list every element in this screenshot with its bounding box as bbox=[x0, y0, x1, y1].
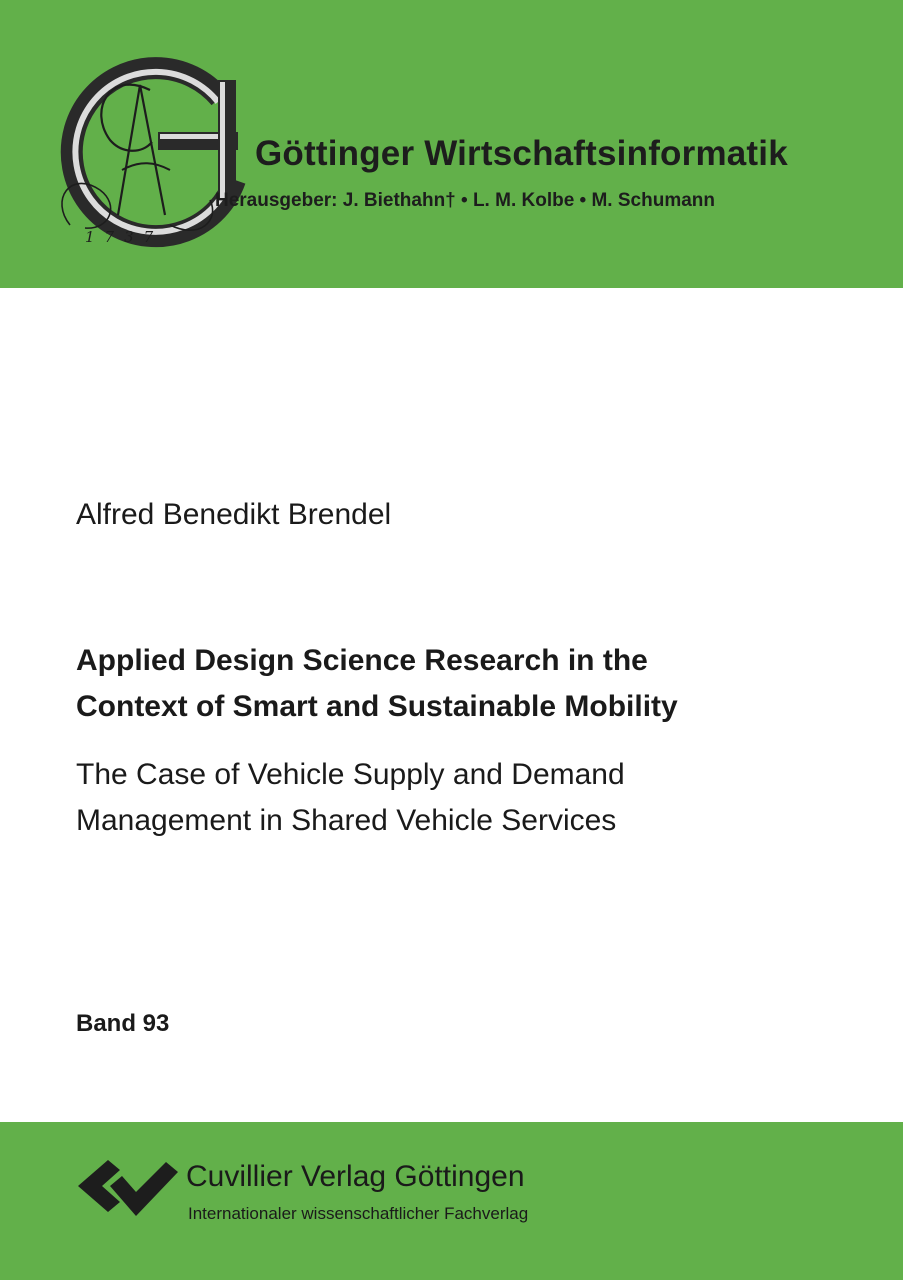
book-title-line-2: Context of Smart and Sustainable Mobility bbox=[76, 690, 678, 723]
book-subtitle bbox=[76, 752, 625, 844]
publisher-tagline: Internationaler wissenschaftlicher Fachverlag bbox=[188, 1204, 529, 1223]
university-seal-icon bbox=[30, 50, 260, 260]
volume-number: Band 93 bbox=[76, 1010, 170, 1037]
cuvillier-logo-icon bbox=[74, 1152, 180, 1224]
publisher-name: Cuvillier Verlag Göttingen bbox=[186, 1160, 525, 1193]
book-title-line-1: Applied Design Science Research in the bbox=[76, 644, 648, 677]
book-subtitle-line-2: Management in Shared Vehicle Services bbox=[76, 804, 617, 837]
series-editors: Herausgeber: J. Biethahn† • L. M. Kolbe • M. Schumann bbox=[215, 190, 715, 211]
book-subtitle-line-1: The Case of Vehicle Supply and Demand bbox=[76, 758, 625, 791]
series-title: Göttinger Wirtschaftsinformatik bbox=[255, 134, 788, 173]
svg-text:1737: 1737 bbox=[85, 228, 164, 246]
author-name: Alfred Benedikt Brendel bbox=[76, 498, 392, 531]
book-title bbox=[76, 638, 678, 730]
